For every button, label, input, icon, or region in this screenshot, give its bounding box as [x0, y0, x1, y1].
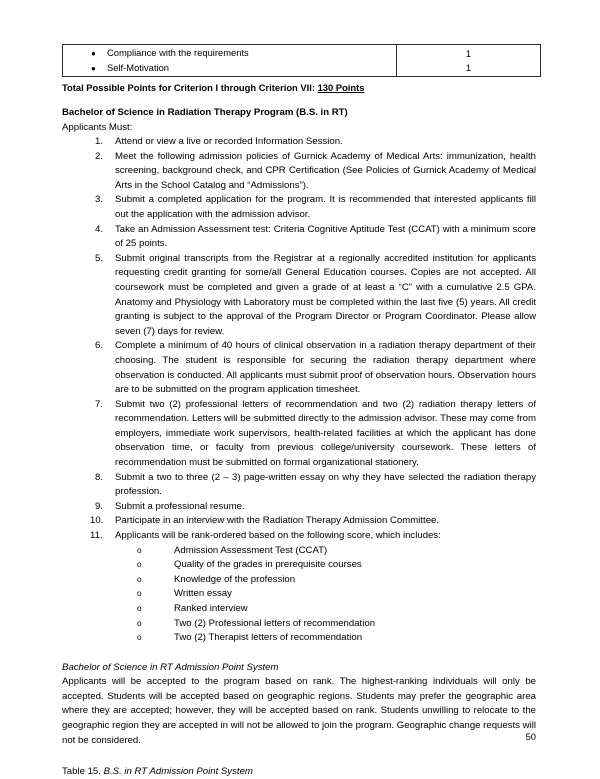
list-item-text: Ranked interview	[174, 603, 248, 614]
page-content	[62, 44, 536, 779]
criteria-label: Self-Motivation	[107, 61, 170, 73]
table-body	[63, 45, 541, 77]
criteria-points-cell	[397, 45, 541, 77]
list-marker: 8.	[95, 471, 104, 483]
list-marker: 3.	[95, 194, 104, 206]
list-marker: 2.	[95, 150, 104, 162]
list-item-text: Two (2) Therapist letters of recommendation	[174, 632, 363, 644]
table-caption-prefix: Table 15.	[62, 765, 104, 777]
list-item-text: Knowledge of the profession	[174, 573, 296, 585]
list-item	[62, 573, 536, 588]
list-item	[62, 587, 536, 602]
list-item	[62, 617, 536, 632]
list-item-text: Written essay	[174, 588, 232, 600]
circle-bullet-icon: o	[137, 618, 142, 628]
criterion-points-table	[62, 44, 541, 77]
list-item	[62, 223, 536, 252]
list-item	[62, 529, 536, 544]
criteria-label: Compliance with the requirements	[107, 47, 249, 58]
list-item	[62, 602, 536, 617]
criteria-points-value: 1	[465, 61, 472, 73]
list-item	[62, 631, 536, 646]
total-points-prefix: Total Possible Points for Criterion I through Criterion VII:	[62, 82, 318, 93]
list-item	[62, 514, 536, 529]
list-item	[62, 398, 536, 471]
list-marker: 6.	[95, 340, 104, 352]
list-marker: 4.	[95, 223, 104, 235]
table-caption-title: B.S. in RT Admission Point System	[103, 765, 253, 777]
list-item-text: Quality of the grades in prerequisite courses	[174, 559, 362, 571]
table-caption	[62, 764, 536, 779]
circle-bullet-icon: o	[137, 604, 142, 613]
criteria-points-value: 1	[465, 48, 472, 59]
list-item-text: Submit a completed application for the program. It is recommended that interested applicants fill out the application with the admission advisor.	[115, 194, 536, 220]
list-marker: 11.	[90, 530, 103, 542]
circle-bullet-icon: o	[137, 545, 142, 555]
criteria-bullet-row	[63, 61, 394, 76]
list-item	[62, 339, 536, 397]
list-item-text: Participate in an interview with the Radiation Therapy Admission Committee.	[115, 515, 440, 527]
criteria-label-cell	[63, 45, 397, 77]
list-item-text: Two (2) Professional letters of recommendation	[174, 617, 376, 629]
total-points-line	[62, 81, 536, 95]
circle-bullet-icon: o	[137, 560, 142, 570]
list-item	[62, 193, 536, 222]
list-marker: 5.	[95, 252, 104, 264]
list-item	[62, 500, 536, 515]
score-criteria-list	[62, 544, 536, 646]
list-item-text: Attend or view a live or recorded Information Session.	[115, 136, 343, 147]
list-item-text: Submit a two to three (2 – 3) page-written essay on why they have selected the radiation therapy profession.	[115, 471, 536, 498]
list-item-text: Submit two (2) professional letters of recommendation and two (2) radiation therapy letters of recommendation. Letters will be submitted directly to the admission advisor. These may come from employers, immediate work supervisors, health-related facilities at which the applicant has done observation time, or faculty from previous college/university coursework. These letters of recommendation must be submitted on formal organizational stationery.	[115, 398, 536, 469]
list-item-text: Applicants will be rank-ordered based on the following score, which includes:	[115, 530, 441, 542]
list-item-text: Submit original transcripts from the Registrar at a regionally accredited institution for applicants requesting credit granting for some/all General Education courses. Copies are not accepted. All coursework must be completed and given a grade of at least a “C” with a cumulative 2.5 GPA. Anatomy and Physiology with Laboratory must be completed within the last five (5) years. All credit granting is subject to the approval of the Program Director or Program Coordinator. Please allow seven (7) days for review.	[115, 252, 536, 337]
bullet-icon: ●	[91, 63, 96, 73]
list-marker: 1.	[95, 136, 104, 147]
list-marker: 7.	[95, 398, 104, 410]
point-system-paragraph: Applicants will be accepted to the program based on rank. The highest-ranking individuals will only be accepted. Students will be accepted based on geographic regions. Students may prefer the geographic area where they are accepted; however, they will be accepted based on rank. Students unwilling to relocate to the geographic region they are accepted in will not be allowed to join the program. Geographic change requests will not be considered.	[62, 675, 536, 746]
list-item	[62, 558, 536, 573]
list-item-text: Complete a minimum of 40 hours of clinical observation in a radiation therapy department of their choosing. The student is responsible for securing the radiation therapy department where observation is conducted. All applicants must submit proof of observation hours. Observation hours are to be submitted on the program application timesheet.	[115, 340, 536, 396]
requirements-list	[62, 135, 536, 544]
total-points-value: 130 Points	[317, 82, 365, 93]
list-item	[62, 150, 536, 194]
page-number: 50	[525, 731, 536, 742]
circle-bullet-icon: o	[137, 633, 142, 643]
list-item-text: Submit a professional resume.	[115, 500, 245, 512]
list-marker: 9.	[95, 500, 104, 512]
list-item-text: Meet the following admission policies of Gurnick Academy of Medical Arts: immunization, health screening, background check, and CPR Certification (See Policies of Gurnick Academy of Medical Arts in the School Catalog and “Admissions”).	[115, 150, 536, 191]
bullet-icon: ●	[91, 49, 96, 58]
list-item	[62, 135, 536, 150]
circle-bullet-icon: o	[137, 574, 142, 584]
table-row	[63, 45, 541, 77]
list-item	[62, 252, 536, 340]
list-marker: 10.	[90, 515, 104, 527]
program-heading: Bachelor of Science in Radiation Therapy Program (B.S. in RT)	[62, 107, 348, 118]
list-item-text: Admission Assessment Test (CCAT)	[174, 544, 328, 556]
point-system-heading: Bachelor of Science in RT Admission Point System	[62, 661, 279, 673]
list-item	[62, 544, 536, 559]
criteria-bullet-row	[63, 46, 394, 61]
circle-bullet-icon: o	[137, 589, 142, 599]
list-item-text: Take an Admission Assessment test: Criteria Cognitive Aptitude Test (CCAT) with a minimum score of 25 points.	[115, 223, 536, 250]
list-item	[62, 471, 536, 500]
applicants-must-label: Applicants Must:	[62, 122, 133, 133]
